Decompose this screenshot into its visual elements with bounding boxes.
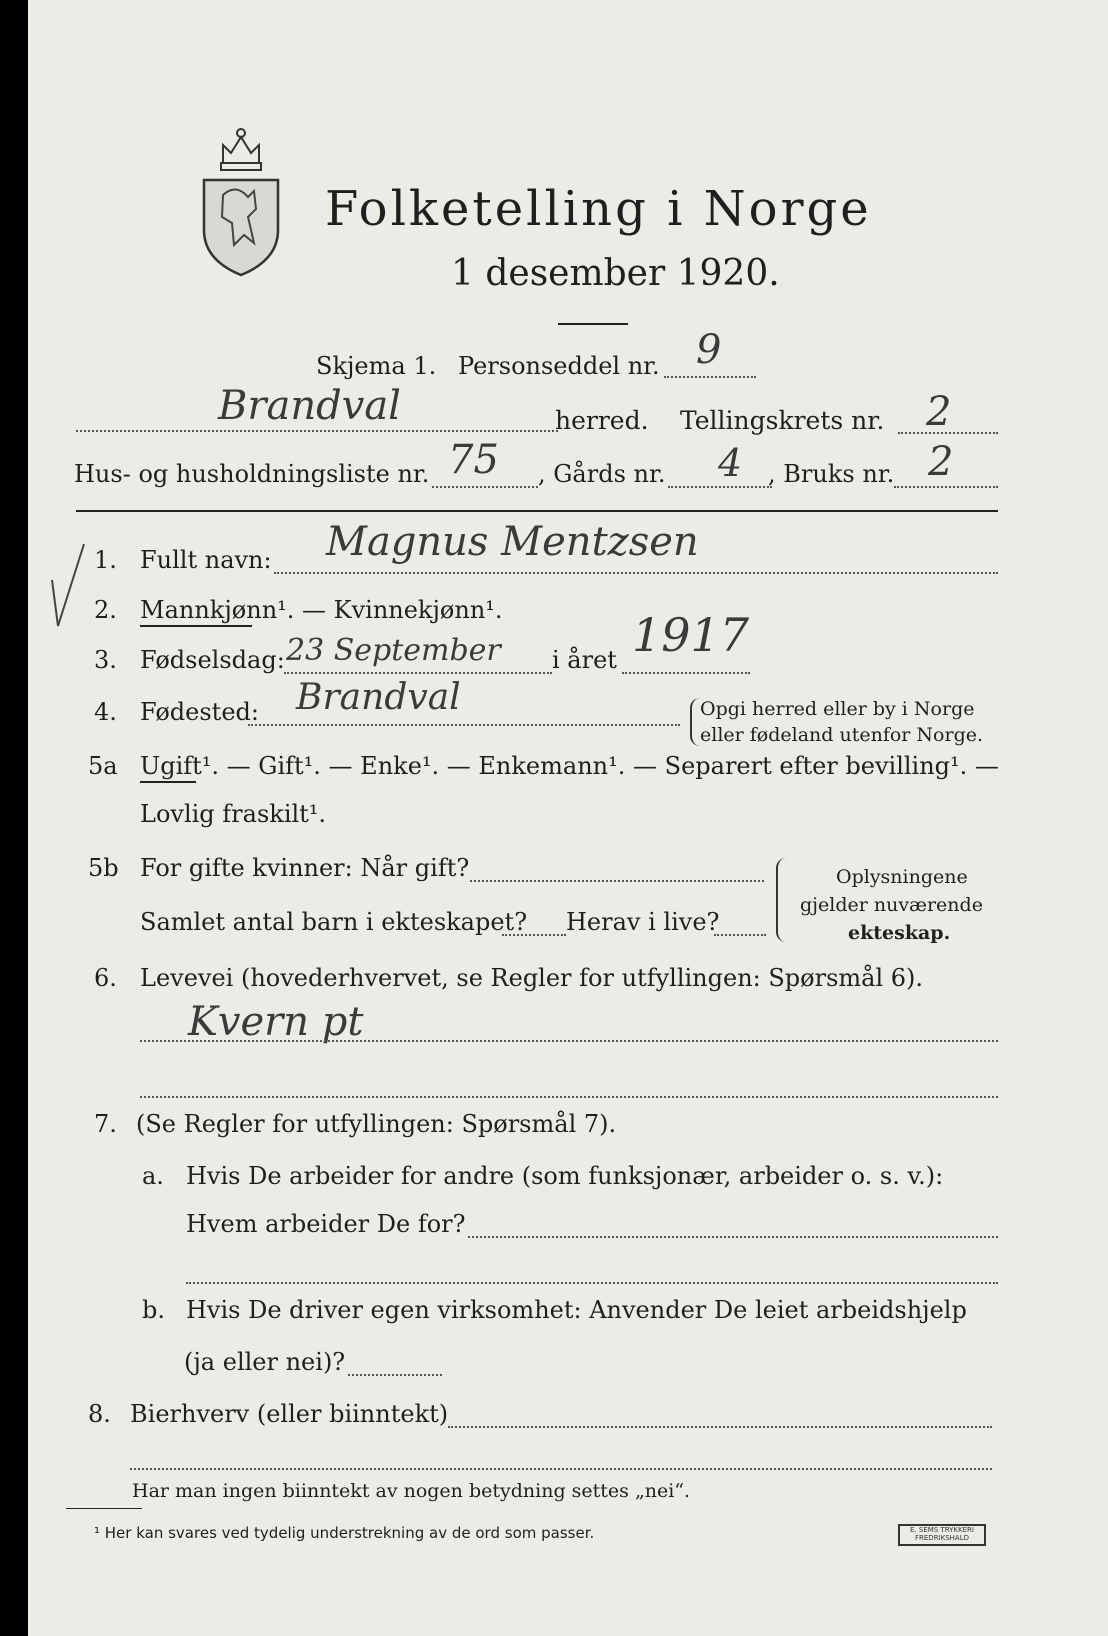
- census-date: 1 desember 1920.: [451, 253, 780, 294]
- gards-label: , Gårds nr.: [538, 460, 666, 488]
- q5a-number: 5a: [88, 752, 118, 780]
- q7b-line: [348, 1374, 442, 1376]
- q5a-underline: [140, 781, 196, 783]
- gards-value: 4: [718, 441, 743, 485]
- q4-note-brace: [690, 698, 700, 746]
- tellingskrets-value: 2: [926, 389, 952, 435]
- q7b-line1: Hvis De driver egen virksomhet: Anvender De leiet arbeidshjelp: [186, 1296, 967, 1324]
- q5a-line2: Lovlig fraskilt¹.: [140, 800, 327, 828]
- herred-value: Brandval: [218, 383, 401, 429]
- q8-line-extra: [130, 1468, 992, 1470]
- biinntekt-note: Har man ingen biinntekt av nogen betydning settes „nei“.: [132, 1480, 691, 1502]
- census-form: [28, 0, 1108, 1636]
- q5a-line1: Ugift¹. — Gift¹. — Enke¹. — Enkemann¹. — Separert efter bevilling¹. —: [140, 752, 999, 780]
- q3-year-label: i året: [552, 646, 617, 674]
- q8-label: Bierhverv (eller biinntekt): [130, 1400, 449, 1428]
- bruks-label: , Bruks nr.: [768, 460, 895, 488]
- q4-number: 4.: [94, 698, 117, 726]
- q1-value: Magnus Mentzsen: [326, 519, 699, 565]
- q8-number: 8.: [88, 1400, 111, 1428]
- q1-label: Fullt navn:: [140, 546, 272, 574]
- q5b-number: 5b: [88, 854, 119, 882]
- hus-line: [432, 486, 538, 488]
- q5b-line2a: Samlet antal barn i ekteskapet?: [140, 908, 528, 936]
- q2-label: Mannkjønn¹. — Kvinnekjønn¹.: [140, 596, 503, 624]
- q5b-line2b: Herav i live?: [566, 908, 720, 936]
- header-divider: [76, 510, 998, 512]
- q7a-line2: Hvem arbeider De for?: [186, 1210, 466, 1238]
- footnote: ¹ Her kan svares ved tydelig understrekning av de ord som passer.: [94, 1524, 595, 1542]
- gards-line: [668, 486, 772, 488]
- q3-line: [284, 672, 552, 674]
- q5b-gift-line: [470, 880, 764, 882]
- q7a-line: [468, 1236, 998, 1238]
- q7a-line-extra: [186, 1282, 998, 1284]
- q5b-live-line: [714, 934, 766, 936]
- hus-value: 75: [448, 437, 499, 483]
- title-divider: [558, 323, 628, 325]
- q5b-note2: gjelder nuværende: [800, 894, 983, 916]
- q4-line: [248, 724, 680, 726]
- q6-line1: [140, 1040, 998, 1042]
- form-title: Folketelling i Norge: [325, 181, 872, 237]
- tellingskrets-label: Tellingskrets nr.: [680, 406, 885, 435]
- hus-label: Hus- og husholdningsliste nr.: [74, 460, 430, 488]
- q2-number: 2.: [94, 596, 117, 624]
- q3-label: Fødselsdag:: [140, 646, 285, 674]
- q5b-note1: Oplysningene: [836, 866, 968, 888]
- q5b-line1: For gifte kvinner: Når gift?: [140, 854, 470, 882]
- q4-value: Brandval: [296, 677, 461, 718]
- q4-note-line2: eller fødeland utenfor Norge.: [700, 724, 984, 746]
- q6-line2: [140, 1096, 998, 1098]
- personseddel-label: Personseddel nr.: [458, 352, 660, 380]
- q2-underline: [140, 625, 252, 627]
- q3-value: 23 September: [286, 633, 501, 668]
- q7b-line2: (ja eller nei)?: [184, 1348, 346, 1376]
- q5b-barn-line: [502, 934, 566, 936]
- printer-stamp: E. SEMS TRYKKERI FREDRIKSHALD: [898, 1524, 986, 1546]
- personseddel-value: 9: [696, 327, 722, 373]
- q7-number: 7.: [94, 1110, 117, 1138]
- footnote-divider: [66, 1508, 142, 1509]
- q4-note-line1: Opgi herred eller by i Norge: [700, 698, 975, 720]
- q4-label: Fødested:: [140, 698, 259, 726]
- q6-label: Levevei (hovederhvervet, se Regler for utfyllingen: Spørsmål 6).: [140, 964, 924, 992]
- personseddel-line: [664, 376, 756, 378]
- q6-number: 6.: [94, 964, 117, 992]
- q5b-note3: ekteskap.: [848, 922, 951, 944]
- herred-label: herred.: [555, 406, 649, 435]
- herred-line: [76, 430, 558, 432]
- bruks-line: [894, 486, 998, 488]
- q3-year-line: [622, 672, 750, 674]
- q3-year-value: 1917: [632, 608, 750, 662]
- q1-line: [274, 572, 998, 574]
- coat-of-arms-icon: [198, 125, 284, 280]
- q5b-note-brace: [776, 858, 788, 942]
- q8-line: [448, 1426, 992, 1428]
- check-mark-icon: [48, 540, 88, 630]
- q7a-letter: a.: [142, 1162, 164, 1190]
- q7-label: (Se Regler for utfyllingen: Spørsmål 7).: [136, 1110, 617, 1138]
- q3-number: 3.: [94, 646, 117, 674]
- skjema-label: Skjema 1.: [316, 352, 437, 380]
- q7b-letter: b.: [142, 1296, 165, 1324]
- q6-value: Kvern pt: [188, 999, 364, 1045]
- bruks-value: 2: [928, 439, 954, 485]
- q7a-line1: Hvis De arbeider for andre (som funksjonær, arbeider o. s. v.):: [186, 1162, 944, 1190]
- q1-number: 1.: [94, 546, 117, 574]
